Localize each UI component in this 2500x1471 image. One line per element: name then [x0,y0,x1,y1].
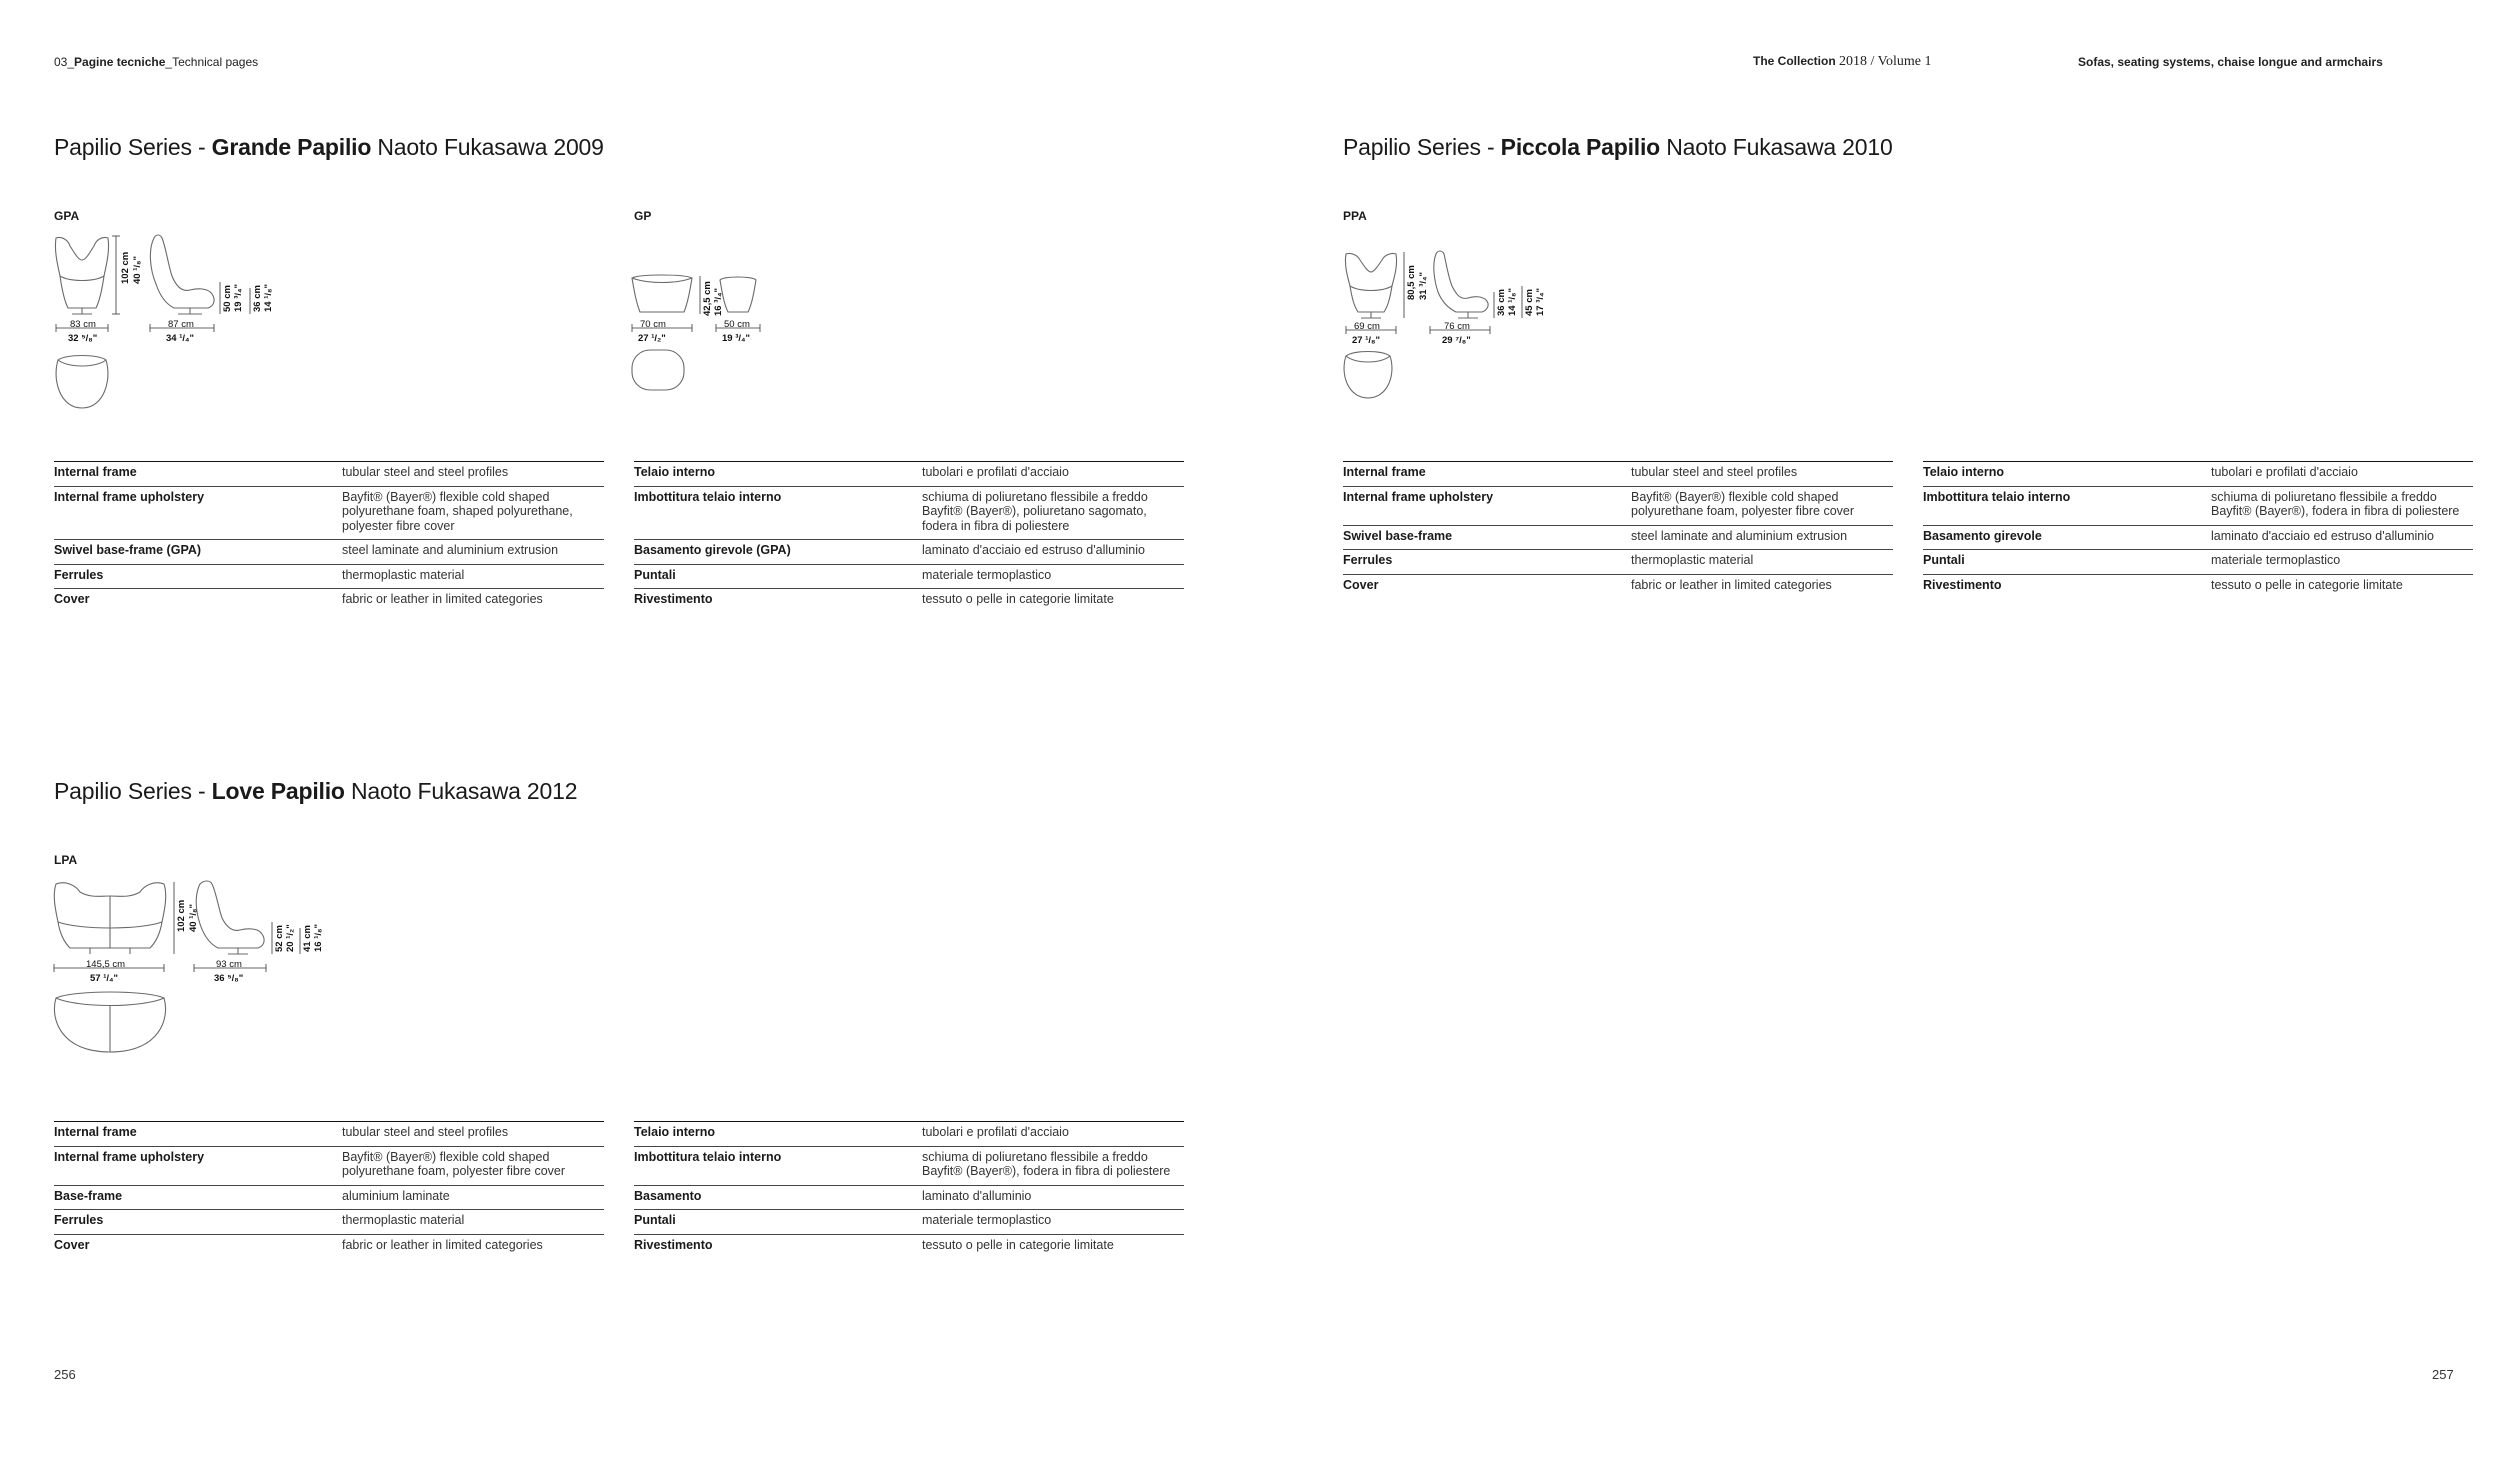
spec-value: tubular steel and steel profiles [342,1125,509,1139]
product-code-gp: GP [634,209,652,223]
spec-value: fabric or leather in limited categories [1631,577,1832,592]
page-number-right: 257 [2432,1367,2454,1382]
ppa-depth-in: 29 ⁷/₈" [1442,335,1471,346]
piccola-spec-table-en [1343,461,1893,598]
product-code-lpa: LPA [54,853,78,867]
title-series: Papilio Series - [54,778,212,804]
title-designer: Naoto Fukasawa 2009 [371,134,604,160]
spec-value: thermoplastic material [342,1213,465,1227]
ppa-seat-in: 17 ³/₄" [1535,287,1546,316]
spec-key: Internal frame [1343,465,1426,479]
spec-value: tubular steel and steel profiles [342,465,509,479]
gpa-arm-cm: 36 cm [252,285,263,312]
spec-key: Ferrules [1343,553,1393,567]
ppa-height-cm: 80,5 cm [1406,265,1417,300]
section-title: Pagine tecniche [74,55,166,69]
gpa-height-in: 40 ¹/₈" [132,256,143,284]
spec-key: Imbottitura telaio interno [1923,489,2071,504]
spec-key: Base-frame [54,1188,123,1203]
spec-value: tessuto o pelle in categorie limitate [922,1237,1114,1252]
spec-value: thermoplastic material [342,567,465,582]
spec-key: Internal frame upholstery [54,489,205,504]
spec-key: Swivel base-frame [1343,528,1453,543]
section-separator: _ [165,55,173,69]
grande-papilio-title [54,134,604,161]
spec-key: Rivestimento [634,1237,713,1252]
gp-plan-view [632,350,684,390]
spec-key: Basamento girevole (GPA) [634,543,791,557]
gp-technical-drawing [628,270,788,410]
section-header [54,55,258,69]
lpa-arm-in: 16 ¹/₈" [313,924,324,952]
spec-key: Cover [54,592,90,606]
spec-key: Imbottitura telaio interno [634,1149,782,1164]
lpa-arm-cm: 41 cm [302,925,313,952]
grande-spec-table-en [54,461,604,613]
lpa-width-in: 57 ¹/₄" [90,973,119,984]
ppa-seat-cm: 45 cm [1524,289,1535,316]
product-code-gpa: GPA [54,209,80,223]
spec-value: Bayfit® (Bayer®) flexible cold shaped polyurethane foam, polyester fibre cover [1631,489,1855,518]
ppa-arm-in: 14 ¹/₈" [1507,288,1518,316]
spec-value: fabric or leather in limited categories [342,592,543,606]
product-code-ppa: PPA [1343,209,1367,223]
spec-key: Imbottitura telaio interno [634,489,782,504]
section-subtitle: Technical pages [172,55,259,69]
spec-key: Rivestimento [1923,577,2002,592]
spec-key: Rivestimento [634,592,713,606]
spec-value: materiale termoplastico [922,1213,1052,1227]
lpa-height-in: 40 ¹/₈" [188,904,199,932]
collection-name: The Collection [1753,54,1836,68]
ppa-plan-view [1344,352,1392,399]
spec-value: tubolari e profilati d'acciaio [922,1125,1069,1139]
spec-key: Puntali [634,567,676,582]
gp-height-cm: 42,5 cm [702,281,713,316]
page-number-left: 256 [54,1367,76,1382]
spec-value: aluminium laminate [342,1188,450,1203]
ppa-side-view [1434,251,1488,312]
grande-spec-table-it [634,461,1184,613]
gpa-technical-drawing [50,230,290,420]
gpa-depth-cm: 87 cm [168,319,194,330]
gpa-front-view [55,237,108,308]
spec-value: Bayfit® (Bayer®) flexible cold shaped polyurethane foam, polyester fibre cover [342,1149,566,1178]
ppa-height-in: 31 ³/₄" [1418,271,1429,300]
spec-key: Swivel base-frame (GPA) [54,543,202,557]
ppa-front-view [1345,253,1396,312]
title-series: Papilio Series - [1343,134,1501,160]
title-model: Grande Papilio [211,134,372,160]
spec-key: Telaio interno [634,465,716,479]
lpa-width-cm: 145,5 cm [86,959,126,970]
love-spec-table-it [634,1121,1184,1258]
spec-value: thermoplastic material [1631,553,1754,567]
category-title: Sofas, seating systems, chaise longue and armchairs [2078,55,2383,69]
spec-key: Basamento [634,1188,702,1203]
gpa-depth-in: 34 ¹/₄" [166,333,195,344]
spec-value: steel laminate and aluminium extrusion [1631,528,1848,543]
spec-value: tessuto o pelle in categorie limitate [2211,577,2403,592]
gpa-width-in: 32 ⁵/₈" [68,333,98,344]
title-model: Love Papilio [211,778,345,804]
collection-volume: 2018 / Volume 1 [1839,54,1932,69]
ppa-width-in: 27 ¹/₈" [1352,335,1380,346]
spec-key: Puntali [1923,553,1965,567]
lpa-technical-drawing [50,876,350,1066]
spec-key: Internal frame upholstery [1343,489,1494,504]
title-model: Piccola Papilio [1500,134,1661,160]
gpa-seat-cm: 50 cm [222,285,233,312]
spec-value: laminato d'acciaio ed estruso d'alluminio [2211,528,2434,543]
spec-value: laminato d'alluminio [922,1188,1032,1203]
ppa-depth-cm: 76 cm [1444,321,1470,332]
spec-key: Internal frame [54,1125,137,1139]
gp-width-in: 27 ¹/₂" [638,333,666,344]
spec-value: tubular steel and steel profiles [1631,465,1798,479]
gpa-seat-in: 19 ³/₄" [233,283,244,312]
piccola-papilio-title [1343,134,1893,161]
spec-key: Cover [1343,577,1379,592]
spec-key: Basamento girevole [1923,528,2042,543]
lpa-height-cm: 102 cm [176,899,187,932]
lpa-depth-in: 36 ⁵/₈" [214,973,244,984]
gp-depth-cm: 50 cm [724,319,750,330]
lpa-seat-in: 20 ¹/₂" [285,924,296,952]
gpa-side-view [150,235,214,308]
category-header [2078,55,2383,69]
ppa-arm-cm: 36 cm [1496,289,1507,316]
gp-side-view [720,277,756,312]
title-designer: Naoto Fukasawa 2012 [344,778,578,804]
collection-header [1753,54,1931,70]
title-designer: Naoto Fukasawa 2010 [1660,134,1893,160]
gp-depth-in: 19 ³/₄" [722,333,751,344]
spec-key: Ferrules [54,567,104,582]
spec-key: Telaio interno [1923,465,2005,479]
gpa-height-cm: 102 cm [120,251,131,284]
spec-key: Internal frame upholstery [54,1149,205,1164]
lpa-seat-cm: 52 cm [274,925,285,952]
spec-value: tessuto o pelle in categorie limitate [922,592,1114,606]
lpa-depth-cm: 93 cm [216,959,242,970]
gpa-arm-in: 14 ¹/₈" [263,284,274,312]
lpa-side-view [196,881,264,948]
spec-value: materiale termoplastico [922,567,1052,582]
spec-key: Telaio interno [634,1125,716,1139]
section-number: 03_ [54,55,75,69]
gpa-width-cm: 83 cm [70,319,96,330]
spec-value: tubolari e profilati d'acciaio [2211,465,2358,479]
love-spec-table-en [54,1121,604,1258]
spec-value: materiale termoplastico [2211,553,2341,567]
ppa-technical-drawing [1340,246,1580,416]
spec-key: Ferrules [54,1213,104,1227]
spec-value: schiuma di poliuretano flessibile a freddo Bayfit® (Bayer®), fodera in fibra di poliestere [2211,489,2460,518]
spec-value: laminato d'acciaio ed estruso d'alluminio [922,543,1145,557]
ppa-width-cm: 69 cm [1354,321,1380,332]
gp-height-in: 16 ³/₄" [713,287,724,316]
spec-value: Bayfit® (Bayer®) flexible cold shaped polyurethane foam, shaped polyurethane, polyester fibre cover [342,489,573,533]
title-series: Papilio Series - [54,134,212,160]
spec-value: steel laminate and aluminium extrusion [342,543,559,557]
spec-key: Cover [54,1237,90,1252]
spec-value: fabric or leather in limited categories [342,1237,543,1252]
gp-width-cm: 70 cm [640,319,666,330]
spec-key: Puntali [634,1213,676,1227]
piccola-spec-table-it [1923,461,2473,598]
spec-value: tubolari e profilati d'acciaio [922,465,1069,479]
spec-value: schiuma di poliuretano flessibile a freddo Bayfit® (Bayer®), fodera in fibra di poliestere [922,1149,1171,1178]
spec-value: schiuma di poliuretano flessibile a freddo Bayfit® (Bayer®), poliuretano sagomato, fodera in fibra di poliestere [922,489,1148,533]
spec-key: Internal frame [54,465,137,479]
love-papilio-title [54,778,577,805]
